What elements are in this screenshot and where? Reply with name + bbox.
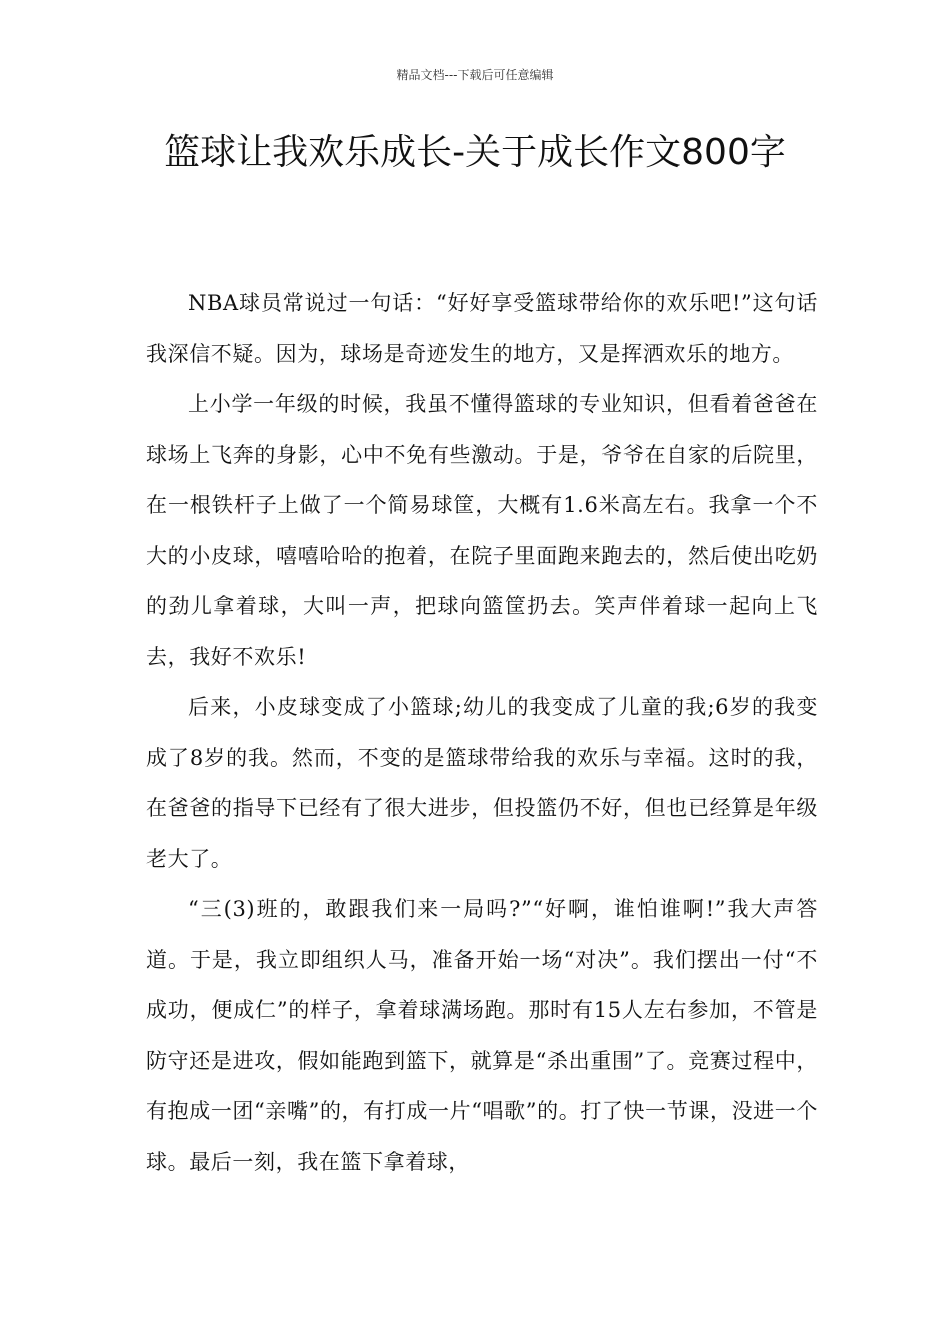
document-body	[146, 278, 818, 1187]
paragraph-3: 后来，小皮球变成了小篮球;幼儿的我变成了儿童的我;6岁的我变成了8岁的我。然而，不变的是篮球带给我的欢乐与幸福。这时的我，在爸爸的指导下已经有了很大进步，但投篮仍不好，但也已经算是年级老大了。	[146, 695, 818, 871]
page-header-note: 精品文档---下载后可任意编辑	[396, 68, 554, 82]
paragraph-1: NBA球员常说过一句话：“好好享受篮球带给你的欢乐吧!”这句话我深信不疑。因为，球场是奇迹发生的地方，又是挥洒欢乐的地方。	[146, 291, 818, 366]
paragraph-2: 上小学一年级的时候，我虽不懂得篮球的专业知识，但看着爸爸在球场上飞奔的身影，心中不免有些激动。于是，爷爷在自家的后院里，在一根铁杆子上做了一个简易球筐，大概有1.6米高左右。我拿一个不大的小皮球，嘻嘻哈哈的抱着，在院子里面跑来跑去的，然后使出吃奶的劲儿拿着球，大叫一声，把球向篮筐扔去。笑声伴着球一起向上飞去，我好不欢乐!	[146, 392, 818, 669]
document-title: 篮球让我欢乐成长-关于成长作文800字	[164, 132, 786, 173]
paragraph-4: “三(3)班的，敢跟我们来一局吗?”“好啊，谁怕谁啊!”我大声答道。于是，我立即组织人马，准备开始一场“对决”。我们摆出一付“不成功，便成仁”的样子，拿着球满场跑。那时有15人左右参加，不管是防守还是进攻，假如能跑到篮下，就算是“杀出重围”了。竞赛过程中，有抱成一团“亲嘴”的，有打成一片“唱歌”的。打了快一节课，没进一个球。最后一刻，我在篮下拿着球，	[146, 897, 818, 1174]
